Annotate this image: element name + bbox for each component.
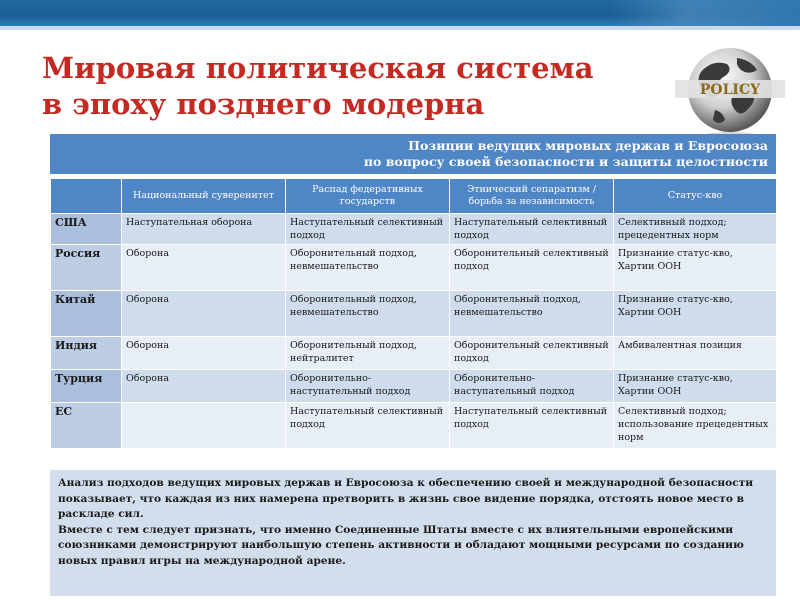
- table-cell: Признание статус-кво, Хартии ООН: [614, 291, 777, 337]
- table-cell: Признание статус-кво, Хартии ООН: [614, 370, 777, 403]
- table-cell: Оборона: [122, 245, 286, 291]
- table-cell: Наступательный селективный подход: [450, 403, 614, 449]
- country-cell: Россия: [51, 245, 122, 291]
- table-cell: [122, 403, 286, 449]
- column-header: Этнический сепаратизм / борьба за независимость: [450, 179, 614, 214]
- table-header: [50, 134, 776, 178]
- table-cell: Оборонительный селективный подход: [450, 245, 614, 291]
- table-row: [51, 337, 777, 370]
- table-cell: Оборонительный селективный подход: [450, 337, 614, 370]
- top-rule: [0, 26, 800, 30]
- table-row: [51, 245, 777, 291]
- column-header: Статус-кво: [614, 179, 777, 214]
- table-cell: Наступательный селективный подход: [286, 214, 450, 245]
- table-cell: Оборонительно-наступательный подход: [286, 370, 450, 403]
- page-title-line2: в эпоху позднего модерна: [42, 87, 485, 121]
- table-header-line1: Позиции ведущих мировых держав и Евросоюза: [408, 138, 768, 153]
- table-cell: Признание статус-кво, Хартии ООН: [614, 245, 777, 291]
- data-grid: [50, 178, 777, 449]
- table-cell: Оборона: [122, 370, 286, 403]
- table-cell: Селективный подход; использование прецедентных норм: [614, 403, 777, 449]
- top-bar: [0, 0, 800, 26]
- table-cell: Оборонительно-наступательный подход: [450, 370, 614, 403]
- table-cell: Оборона: [122, 337, 286, 370]
- page-title-line1: Мировая политическая система: [42, 51, 594, 85]
- country-cell: Китай: [51, 291, 122, 337]
- country-cell: Турция: [51, 370, 122, 403]
- table-cell: Оборонительный подход, невмешательство: [286, 291, 450, 337]
- top-bar-stripe: [610, 0, 800, 26]
- table-cell: Селективный подход; прецедентных норм: [614, 214, 777, 245]
- table-row: [51, 291, 777, 337]
- table-row: [51, 370, 777, 403]
- analysis-box: [50, 467, 776, 596]
- page-title: [42, 50, 602, 122]
- table-cell: Оборонительный подход, нейтралитет: [286, 337, 450, 370]
- table-cell: Оборонительный подход, невмешательство: [450, 291, 614, 337]
- country-cell: Индия: [51, 337, 122, 370]
- column-header: Национальный суверенитет: [122, 179, 286, 214]
- column-header-row: [51, 179, 777, 214]
- table-cell: Наступательная оборона: [122, 214, 286, 245]
- table-header-line2: по вопросу своей безопасности и защиты целостности: [363, 154, 768, 169]
- column-header-corner: [51, 179, 122, 214]
- table-cell: Оборона: [122, 291, 286, 337]
- table-cell: Оборонительный подход, невмешательство: [286, 245, 450, 291]
- country-cell: ЕС: [51, 403, 122, 449]
- analysis-paragraph-1: Анализ подходов ведущих мировых держав и Евросоюза к обеспечению своей и международной безопасности показывает, что каждая из них намерена претворить в жизнь свое видение порядка, отстоять новое место в раскладе сил.: [58, 477, 754, 521]
- analysis-paragraph-2: Вместе с тем следует признать, что именно Соединенные Штаты вместе с их влиятельными европейскими союзниками демонстрируют наибольшую степень активности и обладают мощными ресурсами по созданию новых правил игры на международной арене.: [58, 523, 744, 567]
- country-cell: США: [51, 214, 122, 245]
- globe-icon: [675, 38, 785, 148]
- column-header: Распад федеративных государств: [286, 179, 450, 214]
- logo-text: POLICY: [699, 82, 761, 98]
- table-cell: Амбивалентная позиция: [614, 337, 777, 370]
- table-cell: Наступательный селективный подход: [286, 403, 450, 449]
- positions-table: [50, 134, 776, 449]
- table-row: [51, 403, 777, 449]
- table-cell: Наступательный селективный подход: [450, 214, 614, 245]
- table-row: [51, 214, 777, 245]
